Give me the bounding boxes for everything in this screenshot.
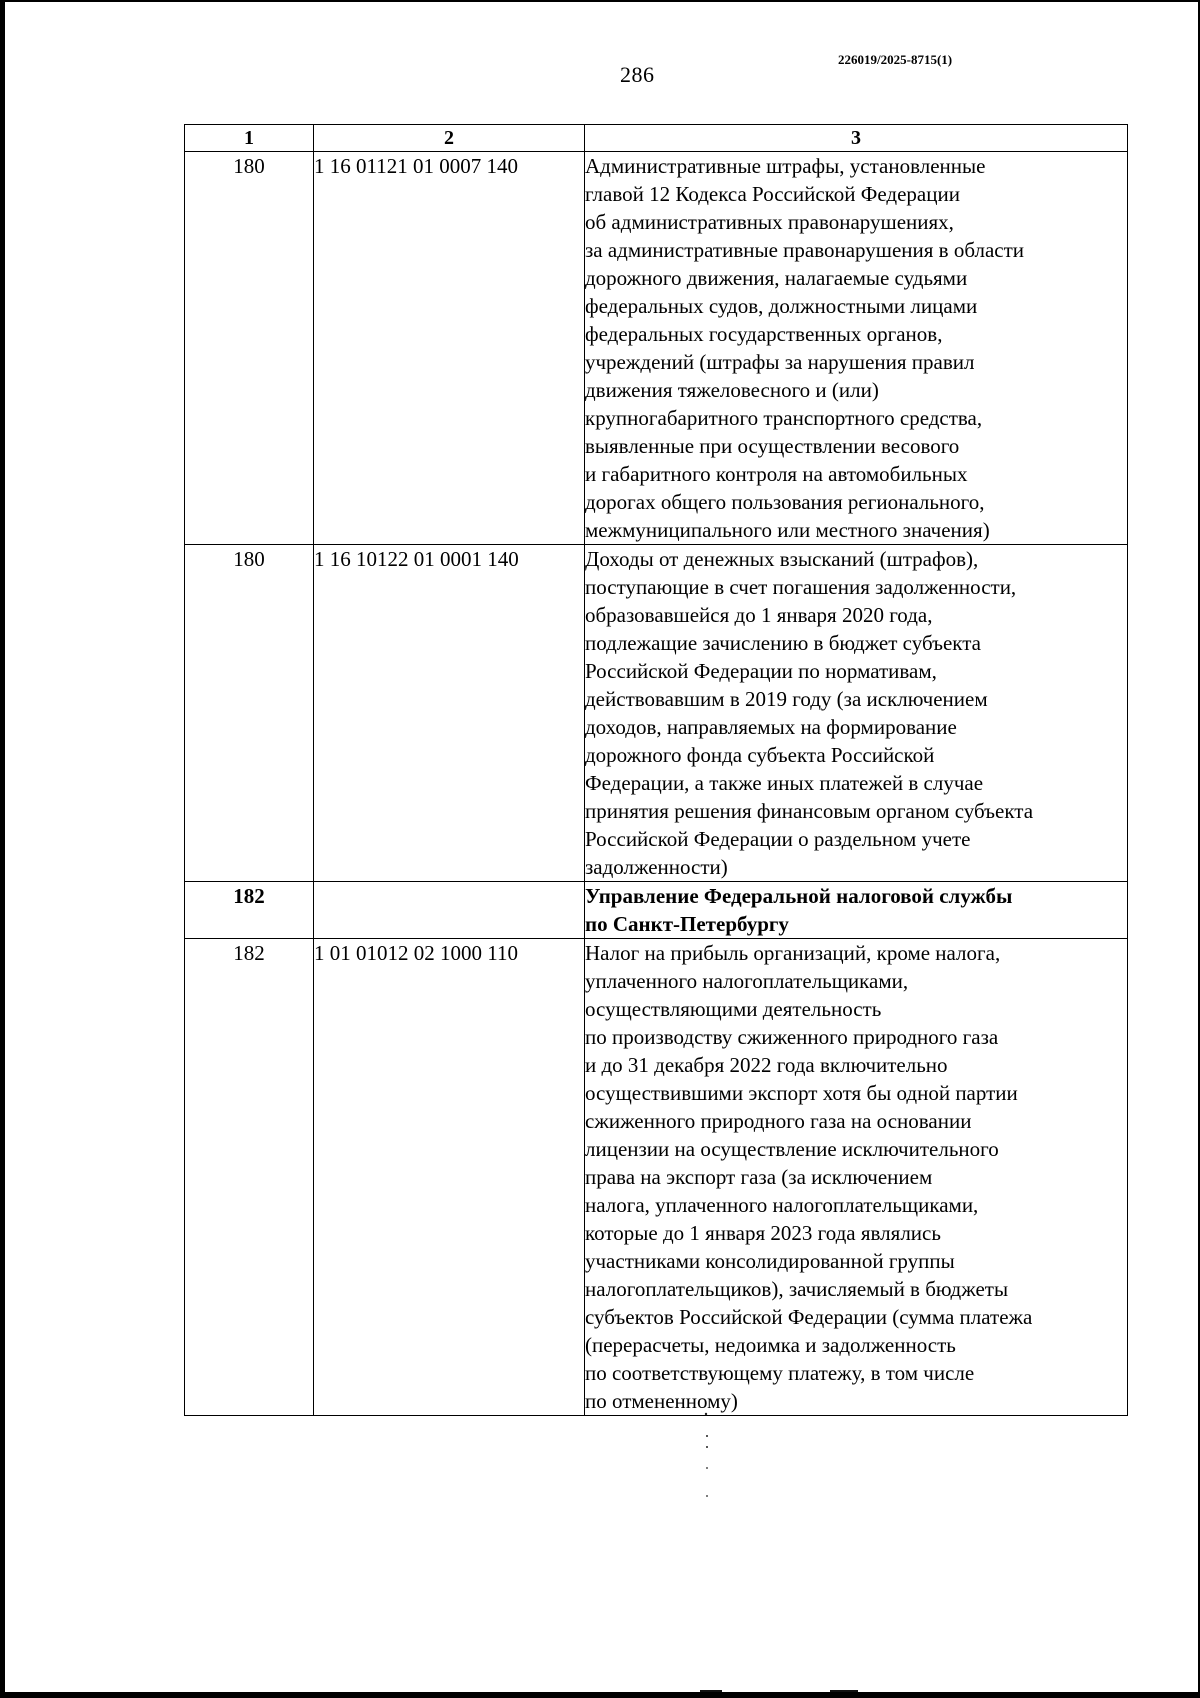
document-id: 226019/2025-8715(1) bbox=[838, 52, 953, 67]
revenue-name-line: подлежащие зачислению в бюджет субъекта bbox=[585, 631, 981, 655]
revenue-name-line: по Санкт-Петербургу bbox=[585, 912, 789, 936]
revenue-name-line: (перерасчеты, недоимка и задолженность bbox=[585, 1333, 956, 1357]
admin-code-cell: 180 bbox=[185, 545, 314, 882]
revenue-name-line: налогоплательщиков), зачисляемый в бюджеты bbox=[585, 1277, 1009, 1301]
revenue-name-line: Доходы от денежных взысканий (штрафов), bbox=[585, 547, 979, 571]
budget-classification-code-cell: 1 01 01012 02 1000 110 bbox=[314, 939, 585, 1416]
revenue-name-line: главой 12 Кодекса Российской Федерации bbox=[585, 182, 960, 206]
revenue-name-line: поступающие в счет погашения задолженности, bbox=[585, 575, 1017, 599]
revenue-name-line: за административные правонарушения в области bbox=[585, 238, 1025, 262]
budget-classification-code-cell bbox=[314, 882, 585, 939]
revenue-name-line: межмуниципального или местного значения) bbox=[585, 518, 990, 542]
revenue-name-line: участниками консолидированной группы bbox=[585, 1249, 955, 1273]
revenue-name-line: движения тяжеловесного и (или) bbox=[585, 378, 879, 402]
revenue-name-line: Административные штрафы, установленные bbox=[585, 154, 986, 178]
table-row bbox=[185, 939, 1128, 1416]
budget-classification-code-cell: 1 16 01121 01 0007 140 bbox=[314, 152, 585, 545]
revenue-name-line: действовавшим в 2019 году (за исключением bbox=[585, 687, 988, 711]
revenue-name-line: дорогах общего пользования регионального, bbox=[585, 490, 985, 514]
revenue-name-line: Налог на прибыль организаций, кроме налога, bbox=[585, 941, 1001, 965]
revenue-name-line: крупногабаритного транспортного средства, bbox=[585, 406, 983, 430]
revenue-name-cell bbox=[585, 152, 1128, 545]
budget-classification-code-cell: 1 16 10122 01 0001 140 bbox=[314, 545, 585, 882]
scan-bottom-marks bbox=[700, 1690, 880, 1693]
revenue-name-line: Федерации, а также иных платежей в случае bbox=[585, 771, 984, 795]
revenue-name-line: образовавшейся до 1 января 2020 года, bbox=[585, 603, 933, 627]
revenue-name-line: Российской Федерации о раздельном учете bbox=[585, 827, 971, 851]
revenue-name-line: права на экспорт газа (за исключением bbox=[585, 1165, 933, 1189]
revenue-name-line: выявленные при осуществлении весового bbox=[585, 434, 960, 458]
revenue-name-line: дорожного движения, налагаемые судьями bbox=[585, 266, 968, 290]
scan-speck-marks bbox=[704, 1410, 710, 1500]
revenue-name-line: доходов, направляемых на формирование bbox=[585, 715, 957, 739]
revenue-name-line: и габаритного контроля на автомобильных bbox=[585, 462, 968, 486]
page-number: 286 bbox=[620, 62, 655, 87]
revenue-name-line: осуществившими экспорт хотя бы одной партии bbox=[585, 1081, 1018, 1105]
admin-code-cell: 182 bbox=[185, 939, 314, 1416]
revenue-name-cell bbox=[585, 545, 1128, 882]
revenue-name-line: сжиженного природного газа на основании bbox=[585, 1109, 972, 1133]
table-body bbox=[185, 152, 1128, 1416]
revenue-name-cell bbox=[585, 882, 1128, 939]
revenue-name-line: федеральных государственных органов, bbox=[585, 322, 943, 346]
revenue-name-line: субъектов Российской Федерации (сумма платежа bbox=[585, 1305, 1033, 1329]
revenue-name-line: по соответствующему платежу, в том числе bbox=[585, 1361, 975, 1385]
revenue-name-line: дорожного фонда субъекта Российской bbox=[585, 743, 935, 767]
revenue-name-line: принятия решения финансовым органом субъекта bbox=[585, 799, 1034, 823]
column-header-3: 3 bbox=[585, 125, 1128, 152]
revenue-name-line: задолженности) bbox=[585, 855, 728, 879]
revenue-name-line: об административных правонарушениях, bbox=[585, 210, 954, 234]
revenue-name-line: которые до 1 января 2023 года являлись bbox=[585, 1221, 941, 1245]
revenue-name-line: и до 31 декабря 2022 года включительно bbox=[585, 1053, 948, 1077]
table-row bbox=[185, 545, 1128, 882]
revenue-name-line: Российской Федерации по нормативам, bbox=[585, 659, 937, 683]
revenue-name-cell bbox=[585, 939, 1128, 1416]
revenue-name-line: уплаченного налогоплательщиками, bbox=[585, 969, 909, 993]
revenue-name-line: Управление Федеральной налоговой службы bbox=[585, 884, 1013, 908]
table-row bbox=[185, 152, 1128, 545]
table-header-row bbox=[185, 125, 1128, 152]
column-header-1: 1 bbox=[185, 125, 314, 152]
table-section-header-row bbox=[185, 882, 1128, 939]
revenue-name-line: лицензии на осуществление исключительного bbox=[585, 1137, 999, 1161]
admin-code-cell: 180 bbox=[185, 152, 314, 545]
revenue-name-line: учреждений (штрафы за нарушения правил bbox=[585, 350, 975, 374]
revenue-name-line: по отмененному) bbox=[585, 1389, 738, 1413]
revenue-name-line: налога, уплаченного налогоплательщиками, bbox=[585, 1193, 979, 1217]
revenue-name-line: осуществляющими деятельность bbox=[585, 997, 882, 1021]
column-header-2: 2 bbox=[314, 125, 585, 152]
revenue-table bbox=[184, 124, 1128, 1416]
revenue-name-line: федеральных судов, должностными лицами bbox=[585, 294, 978, 318]
admin-code-cell: 182 bbox=[185, 882, 314, 939]
revenue-name-line: по производству сжиженного природного газа bbox=[585, 1025, 999, 1049]
